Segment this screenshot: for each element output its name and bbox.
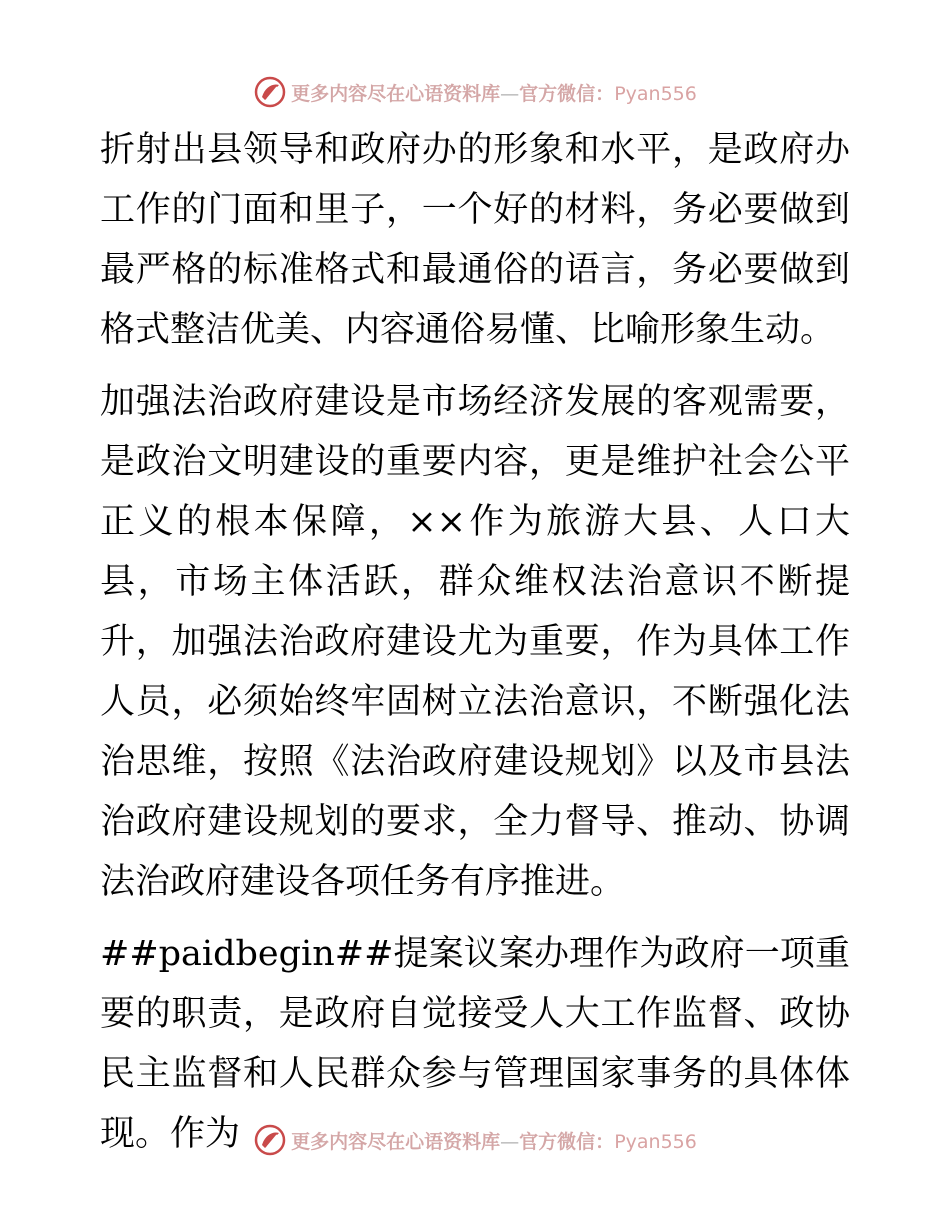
watermark-separator: — xyxy=(500,1130,520,1153)
watermark-separator: — xyxy=(500,82,520,105)
brand-logo-icon xyxy=(253,75,287,109)
header-watermark xyxy=(0,72,950,112)
footer-watermark xyxy=(0,1120,950,1160)
paragraph-1: 折射出县领导和政府办的形象和水平，是政府办工作的门面和里子，一个好的材料，务必要做到最严格的标准格式和最通俗的语言，务必要做到格式整洁优美、内容通俗易懂、比喻形象生动。 xyxy=(100,130,850,350)
watermark-main: 更多内容尽在心语资料库 xyxy=(291,82,501,105)
watermark-account: Pyan556 xyxy=(614,82,697,105)
watermark-text xyxy=(291,1127,697,1154)
brand-logo-icon xyxy=(253,1123,287,1157)
document-body xyxy=(100,120,850,1176)
watermark-text xyxy=(291,79,697,106)
paragraph-2: 加强法治政府建设是市场经济发展的客观需要，是政治文明建设的重要内容，更是维护社会公平正义的根本保障，××作为旅游大县、人口大县，市场主体活跃，群众维权法治意识不断提升，加强法治政府建设尤为重要，作为具体工作人员，必须始终牢固树立法治意识，不断强化法治思维，按照《法治政府建设规划》以及市县法治政府建设规划的要求，全力督导、推动、协调法治政府建设各项任务有序推进。 xyxy=(100,382,850,902)
paragraph-3: ##paidbegin##提案议案办理作为政府一项重要的职责，是政府自觉接受人大工作监督、政协民主监督和人民群众参与管理国家事务的具体体现。作为 xyxy=(100,934,850,1154)
watermark-account: Pyan556 xyxy=(614,1130,697,1153)
watermark-channel: 官方微信： xyxy=(519,1130,615,1153)
watermark-channel: 官方微信： xyxy=(519,82,615,105)
watermark-main: 更多内容尽在心语资料库 xyxy=(291,1130,501,1153)
